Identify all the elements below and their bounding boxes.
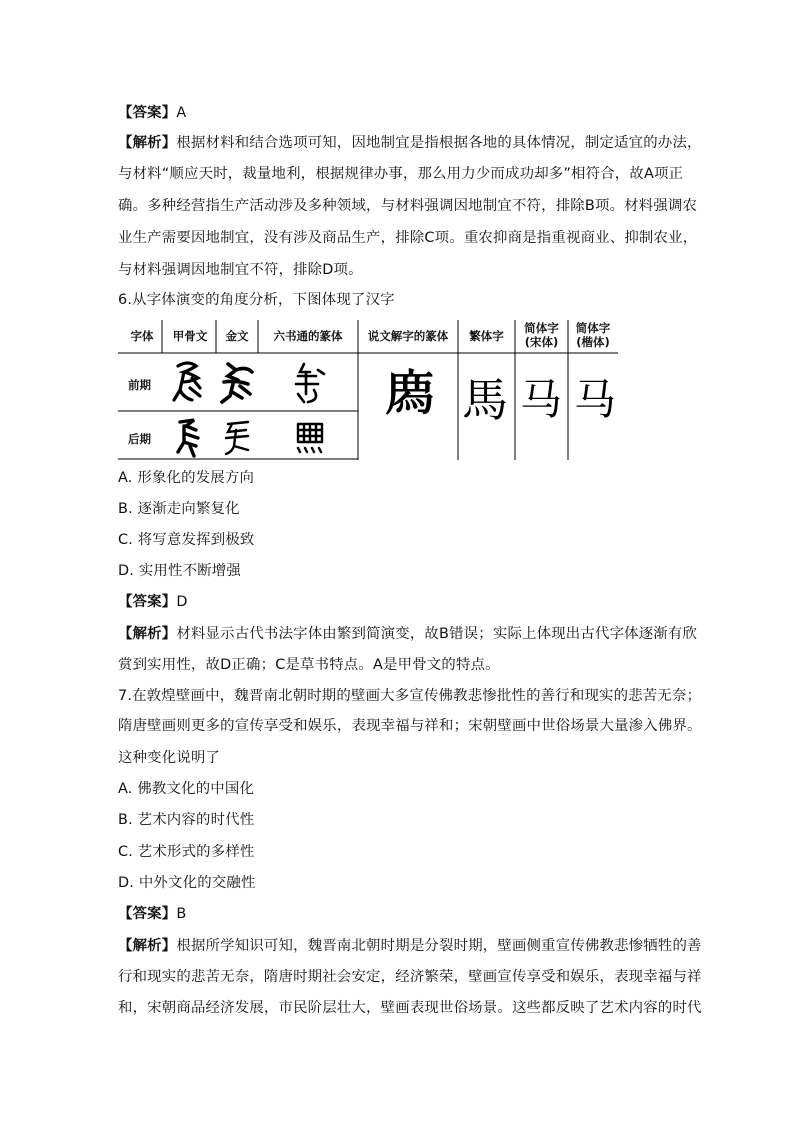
explanation-line: 与材料“顺应天时，裁量地利，根据规律办事，那么用力少而成功却多”相符合，故A项正 [118,166,684,182]
answer-label: 【答案】 [118,105,177,121]
answer-label: 【答案】 [118,906,177,922]
answer-value: A [176,105,187,121]
row-label-late: 后期 [128,432,151,446]
explanation-text: 根据材料和结合选项可知，因地制宜是指根据各地的具体情况，制定适宜的办法， [176,135,702,151]
answer-value: D [176,594,188,610]
explanation-label: 【解析】 [118,626,177,642]
option-a: A. 佛教文化的中国化 [118,781,255,797]
traditional-horse-glyph: 馬 [462,373,508,427]
question-7-stem: 这种变化说明了 [118,750,221,766]
option-d: D. 中外文化的交融性 [118,875,256,891]
question-7-stem: 隋唐壁画则更多的宣传享受和娱乐，表现幸福与祥和；宋朝壁画中世俗场景大量渗入佛界。 [118,718,702,734]
explanation-label: 【解析】 [118,135,177,151]
option-b: B. 逐渐走向繁复化 [118,501,240,517]
explanation-line: 确。多种经营指生产活动涉及多种领域，与材料强调因地制宜不符，排除B项。材料强调农 [118,198,698,214]
option-a: A. 形象化的发展方向 [118,470,255,486]
header-text: 简体字 [575,321,611,335]
header-simplified-kai [568,321,618,349]
header-shuowen-seal: 说文解字的篆体 [367,329,449,343]
bronze-horse-early-image [218,360,258,406]
answer-label: 【答案】 [118,594,177,610]
option-b: B. 艺术内容的时代性 [118,812,255,828]
liushutong-horse-late-image [292,420,328,454]
answer-line [118,904,186,924]
explanation-label: 【解析】 [118,938,177,954]
option-c: C. 将写意发挥到极致 [118,532,255,548]
explanation-line: 赏到实用性，故D正确；C是草书特点。A是甲骨文的特点。 [118,657,500,673]
script-evolution-table [118,320,618,460]
option-c: C. 艺术形式的多样性 [118,844,255,860]
question-7-stem: 7.在敦煌壁画中，魏晋南北朝时期的壁画大多宣传佛教悲惨批性的善行和现实的悲苦无奈； [118,688,702,704]
answer-value: B [176,906,187,922]
explanation-line [118,133,702,153]
answer-line [118,592,188,612]
question-6-stem: 6.从字体演变的角度分析，下图体现了汉字 [118,292,395,308]
explanation-text: 材料显示古代书法字体由繁到简演变，故B错误；实际上体现出古代字体逐渐有欣 [176,626,698,642]
simplified-kai-horse-glyph: 马 [574,375,617,424]
liushutong-horse-early-image [290,360,330,406]
explanation-line: 与材料强调因地制宜不符，排除D项。 [118,262,363,278]
header-simplified-song [515,321,568,349]
explanation-line: 和，宋朝商品经济发展，市民阶层壮大，壁画表现世俗场景。这些都反映了艺术内容的时代 [118,1000,702,1016]
explanation-line [118,936,702,956]
header-font: 字体 [130,329,154,343]
header-subtext: (宋体) [524,335,559,349]
answer-line [118,103,186,123]
header-traditional: 繁体字 [469,329,504,343]
shuowen-horse-glyph: 𢊁 [386,366,435,422]
explanation-line [118,624,697,644]
oracle-bone-horse-late-image [172,416,208,458]
option-d: D. 实用性不断增强 [118,563,241,579]
explanation-line: 业生产需要因地制宜，没有涉及商品生产，排除C项。重农抑商是指重视商业、抑制农业， [118,230,698,246]
header-subtext: (楷体) [576,335,610,349]
header-oracle-bone: 甲骨文 [172,329,208,343]
row-label-early: 前期 [128,378,151,392]
simplified-song-horse-glyph: 马 [520,375,563,424]
header-bronze: 金文 [225,329,249,343]
header-liushutong-seal: 六书通的篆体 [273,329,343,343]
bronze-horse-late-image [218,418,256,458]
header-text: 简体字 [524,321,559,335]
explanation-line: 行和现实的悲苦无奈，隋唐时期社会安定，经济繁荣，壁画宣传享受和娱乐，表现幸福与祥 [118,969,702,985]
oracle-bone-horse-early-image [170,360,210,406]
explanation-text: 根据所学知识可知，魏晋南北朝时期是分裂时期，壁画侧重宣传佛教悲惨牺牲的善 [176,938,702,954]
